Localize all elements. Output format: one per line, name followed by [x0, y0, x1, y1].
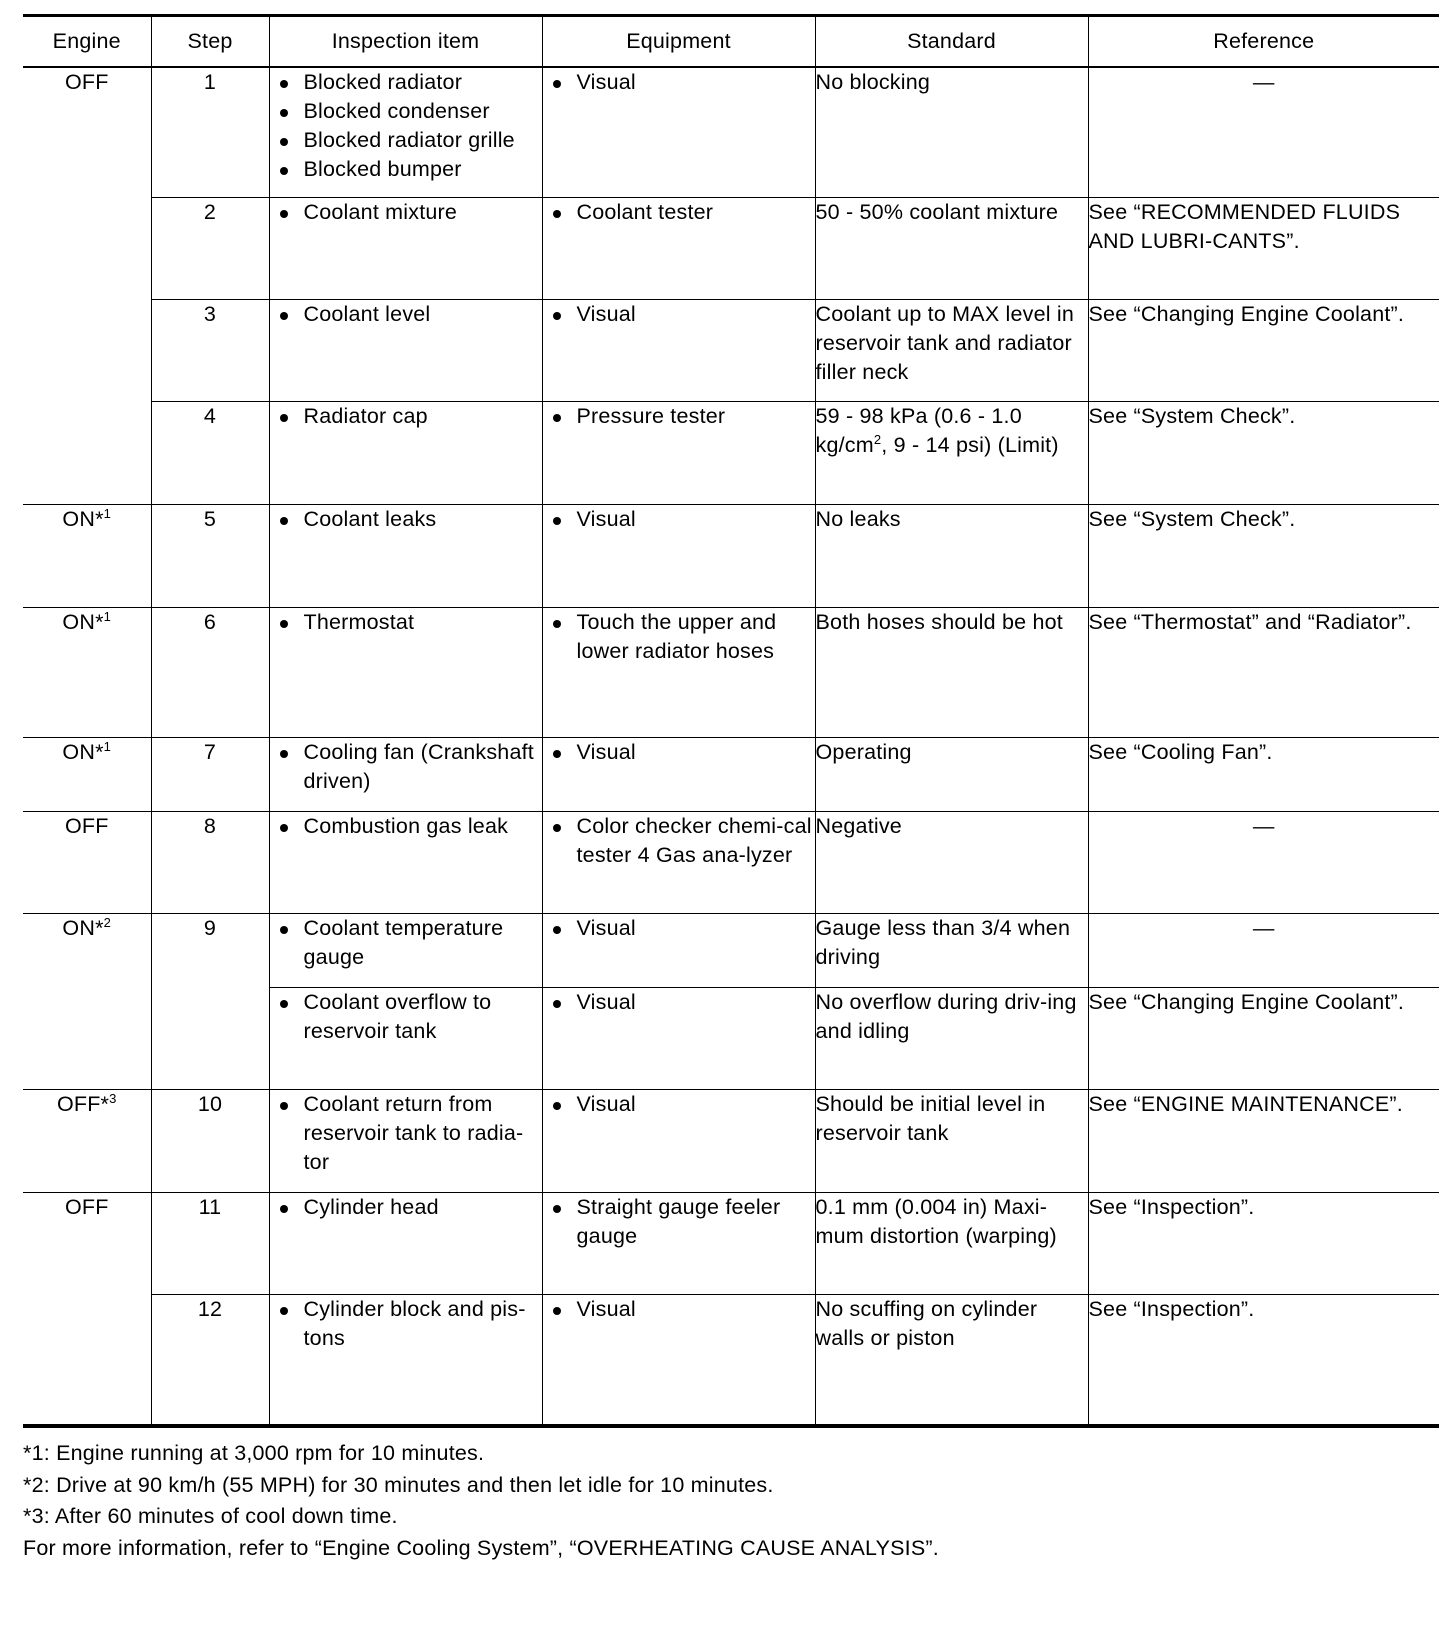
inspection-item-cell — [269, 987, 542, 1089]
table-row — [23, 197, 1439, 299]
header-reference: Reference — [1088, 16, 1439, 68]
standard-cell: Gauge less than 3/4 when driving — [815, 913, 1088, 987]
step-cell: 2 — [151, 197, 269, 299]
engine-cell — [23, 913, 151, 1089]
equipment-cell — [542, 1192, 815, 1294]
engine-state: ON* — [62, 739, 104, 764]
list-item: Blocked bumper — [270, 155, 542, 184]
reference-cell: See “Cooling Fan”. — [1088, 737, 1439, 811]
reference-cell: See “RECOMMENDED FLUIDS AND LUBRI-CANTS”. — [1088, 197, 1439, 299]
standard-text: 59 - 98 kPa (0.6 - 1.0 kg/cm — [815, 403, 1022, 457]
footnote-1: *1: Engine running at 3,000 rpm for 10 minutes. — [23, 1441, 485, 1465]
engine-cell — [23, 67, 151, 504]
footnote-ref: 3 — [109, 1090, 117, 1106]
header-step: Step — [151, 16, 269, 68]
standard-cell — [815, 401, 1088, 504]
list-item: Visual — [543, 1295, 815, 1324]
inspection-item-cell — [269, 197, 542, 299]
list-item: Coolant mixture — [270, 198, 542, 227]
engine-state: OFF — [64, 70, 109, 94]
header-inspection-item: Inspection item — [269, 16, 542, 68]
engine-cell — [23, 811, 151, 913]
inspection-item-cell — [269, 401, 542, 504]
engine-state: ON* — [62, 506, 104, 531]
table-row — [23, 1294, 1439, 1426]
list-item: Coolant tester — [543, 198, 815, 227]
list-item: Cylinder head — [270, 1193, 542, 1222]
standard-cell: 50 - 50% coolant mixture — [815, 197, 1088, 299]
inspection-item-cell — [269, 737, 542, 811]
step-cell: 1 — [151, 67, 269, 197]
standard-cell: Should be initial level in reservoir tank — [815, 1089, 1088, 1192]
inspection-item-cell — [269, 811, 542, 913]
list-item: Cooling fan (Crankshaft driven) — [270, 738, 542, 796]
standard-text: , 9 - 14 psi) (Limit) — [881, 432, 1059, 457]
list-item: Cylinder block and pis-tons — [270, 1295, 542, 1353]
engine-state: OFF — [64, 1194, 109, 1219]
standard-cell: No scuffing on cylinder walls or piston — [815, 1294, 1088, 1426]
step-cell: 3 — [151, 299, 269, 401]
standard-cell: Negative — [815, 811, 1088, 913]
engine-state: ON* — [62, 609, 104, 634]
step-cell: 10 — [151, 1089, 269, 1192]
reference-cell: — — [1088, 811, 1439, 913]
step-cell: 5 — [151, 504, 269, 607]
step-cell: 6 — [151, 607, 269, 737]
list-item: Blocked radiator grille — [270, 126, 542, 155]
reference-cell: See “System Check”. — [1088, 401, 1439, 504]
inspection-item-cell — [269, 1089, 542, 1192]
engine-state: OFF* — [56, 1091, 110, 1116]
table-row — [23, 1089, 1439, 1192]
engine-cell — [23, 1192, 151, 1426]
inspection-table — [23, 14, 1439, 1428]
equipment-cell — [542, 737, 815, 811]
equipment-cell — [542, 401, 815, 504]
reference-cell: See “Changing Engine Coolant”. — [1088, 987, 1439, 1089]
engine-cell — [23, 1089, 151, 1192]
equipment-cell — [542, 299, 815, 401]
list-item: Visual — [543, 1090, 815, 1119]
inspection-item-cell — [269, 67, 542, 197]
reference-cell: See “ENGINE MAINTENANCE”. — [1088, 1089, 1439, 1192]
reference-cell: See “Changing Engine Coolant”. — [1088, 299, 1439, 401]
reference-cell: — — [1088, 913, 1439, 987]
inspection-item-cell — [269, 913, 542, 987]
table-row — [23, 401, 1439, 504]
reference-cell: See “Inspection”. — [1088, 1192, 1439, 1294]
reference-cell: See “System Check”. — [1088, 504, 1439, 607]
list-item: Visual — [543, 914, 815, 943]
standard-cell: Both hoses should be hot — [815, 607, 1088, 737]
step-cell: 8 — [151, 811, 269, 913]
equipment-cell — [542, 1294, 815, 1426]
step-cell: 4 — [151, 401, 269, 504]
list-item: Straight gauge feeler gauge — [543, 1193, 815, 1251]
equipment-cell — [542, 1089, 815, 1192]
standard-cell: Operating — [815, 737, 1088, 811]
standard-cell: No leaks — [815, 504, 1088, 607]
table-row — [23, 737, 1439, 811]
list-item: Visual — [543, 738, 815, 767]
table-row — [23, 607, 1439, 737]
list-item: Color checker chemi-cal tester 4 Gas ana-lyzer — [543, 812, 815, 870]
equipment-cell — [542, 67, 815, 197]
step-cell: 7 — [151, 737, 269, 811]
equipment-cell — [542, 987, 815, 1089]
list-item: Radiator cap — [270, 402, 542, 431]
list-item: Visual — [543, 68, 815, 97]
equipment-cell — [542, 913, 815, 987]
standard-cell: No overflow during driv-ing and idling — [815, 987, 1088, 1089]
list-item: Coolant leaks — [270, 505, 542, 534]
list-item: Visual — [543, 300, 815, 329]
footnote-2: *2: Drive at 90 km/h (55 MPH) for 30 minutes and then let idle for 10 minutes. — [23, 1472, 774, 1497]
inspection-item-cell — [269, 1192, 542, 1294]
table-row — [23, 299, 1439, 401]
list-item: Coolant level — [270, 300, 542, 329]
standard-cell: Coolant up to MAX level in reservoir tank and radiator filler neck — [815, 299, 1088, 401]
equipment-cell — [542, 811, 815, 913]
list-item: Pressure tester — [543, 402, 815, 431]
equipment-cell — [542, 197, 815, 299]
footnote-ref: 1 — [103, 505, 112, 521]
inspection-item-cell — [269, 1294, 542, 1426]
reference-cell: — — [1088, 67, 1439, 197]
engine-cell — [23, 737, 151, 811]
engine-state: OFF — [64, 813, 109, 838]
engine-cell — [23, 504, 151, 607]
header-standard: Standard — [815, 16, 1088, 68]
header-engine: Engine — [23, 16, 151, 68]
table-row — [23, 913, 1439, 987]
table-row — [23, 811, 1439, 913]
reference-cell: See “Thermostat” and “Radiator”. — [1088, 607, 1439, 737]
inspection-item-cell — [269, 299, 542, 401]
superscript: 2 — [873, 431, 882, 447]
engine-state: ON* — [62, 915, 104, 940]
footnote-ref: 1 — [103, 608, 112, 624]
step-cell: 12 — [151, 1294, 269, 1426]
table-row — [23, 504, 1439, 607]
inspection-item-cell — [269, 607, 542, 737]
list-item: Visual — [543, 988, 815, 1017]
list-item: Blocked radiator — [270, 68, 542, 97]
inspection-document — [23, 14, 1439, 1564]
footnote-ref: 2 — [103, 914, 112, 930]
footnote-more-info: For more information, refer to “Engine Cooling System”, “OVERHEATING CAUSE ANALYSIS”. — [23, 1535, 939, 1560]
list-item: Visual — [543, 505, 815, 534]
footnotes — [23, 1438, 1439, 1564]
standard-cell: No blocking — [815, 67, 1088, 197]
footnote-3: *3: After 60 minutes of cool down time. — [23, 1504, 398, 1528]
standard-cell: 0.1 mm (0.004 in) Maxi-mum distortion (warping) — [815, 1192, 1088, 1294]
list-item: Combustion gas leak — [270, 812, 542, 841]
list-item: Blocked condenser — [270, 97, 542, 126]
table-row — [23, 67, 1439, 197]
equipment-cell — [542, 504, 815, 607]
footnote-ref: 1 — [103, 738, 112, 754]
list-item: Thermostat — [270, 608, 542, 637]
step-cell: 11 — [151, 1192, 269, 1294]
list-item: Coolant temperature gauge — [270, 914, 542, 972]
header-row — [23, 16, 1439, 68]
equipment-cell — [542, 607, 815, 737]
step-cell: 9 — [151, 913, 269, 1089]
engine-cell — [23, 607, 151, 737]
inspection-item-cell — [269, 504, 542, 607]
list-item: Coolant return from reservoir tank to radia-tor — [270, 1090, 542, 1177]
reference-cell: See “Inspection”. — [1088, 1294, 1439, 1426]
table-row — [23, 1192, 1439, 1294]
list-item: Coolant overflow to reservoir tank — [270, 988, 542, 1046]
header-equipment: Equipment — [542, 16, 815, 68]
list-item: Touch the upper and lower radiator hoses — [543, 608, 815, 666]
